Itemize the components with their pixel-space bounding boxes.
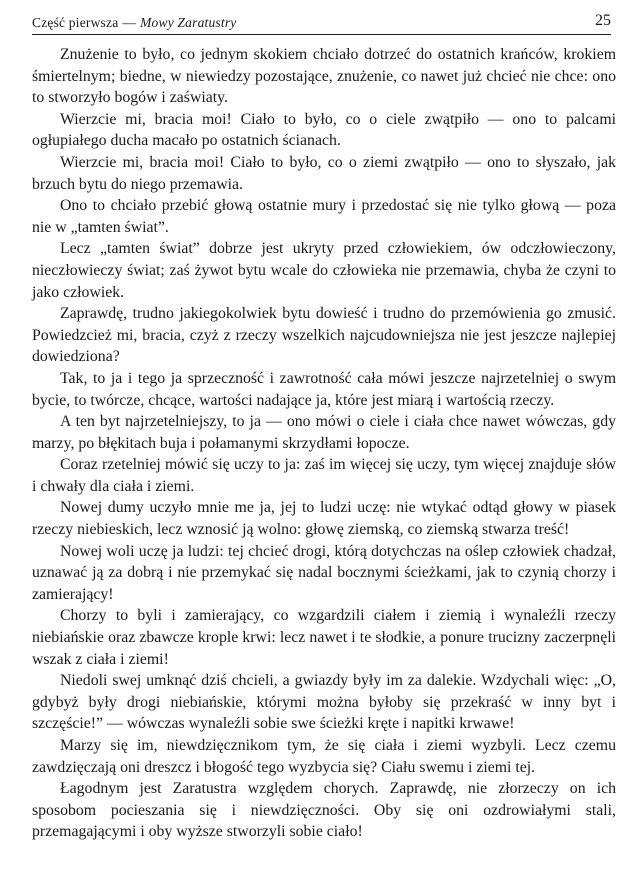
header-book-title: Mowy Zaratustry	[140, 15, 237, 30]
header-separator: —	[122, 15, 137, 30]
paragraph: Znużenie to było, co jednym skokiem chciało dotrzeć do ostatnich krańców, krokiem śmiertelnym; biedne, w niewiedzy pozostające, znużenie, co nawet już chcieć nie chce: ono to stworzyło bogów i zaświaty.	[32, 46, 616, 107]
body-text	[32, 44, 616, 843]
header-part: Część pierwsza	[32, 15, 119, 30]
header-title	[32, 15, 236, 31]
paragraph: Ono to chciało przebić głową ostatnie mury i przedostać się nie tylko głową — poza nie w „tamten świat”.	[32, 197, 616, 236]
paragraph: Nowej woli uczę ja ludzi: tej chcieć drogi, którą dotychczas na oślep człowiek chadzał, uznawać ją za dobrą i nie przemykać się nadal bocznymi ścieżkami, jak to czynią chorzy i zamierający!	[32, 542, 616, 603]
page-number: 25	[595, 12, 611, 29]
paragraph: Tak, to ja i tego ja sprzeczność i zawrotność cała mówi jeszcze najrzetelniej o swym bycie, to twórcze, chcące, wartości nadające ja, które jest miarą i wartością rzeczy.	[32, 369, 616, 409]
paragraph: Niedoli swej umknąć dziś chcieli, a gwiazdy były im za dalekie. Wzdychali więc: „O, gdybyż były drogi niebiańskie, którymi można byłoby się przekraść w inny byt i szczęście!” — wówczas wynaleźli sobie swe ścieżki kręte i napitki krwawe!	[32, 672, 616, 733]
paragraph: Lecz „tamten świat” dobrze jest ukryty przed człowiekiem, ów odczłowieczony, nieczłowieczy świat; zaś żywot bytu wcale do człowieka nie przemawia, chyba że czyni to jako człowiek.	[32, 240, 616, 301]
running-header	[32, 12, 611, 35]
paragraph: A ten byt najrzetelniejszy, to ja — ono mówi o ciele i ciała chce nawet wówczas, gdy marzy, po błękitach buja i połamanymi skrzydłami łopocze.	[32, 413, 616, 452]
paragraph: Coraz rzetelniej mówić się uczy to ja: zaś im więcej się uczy, tym więcej znajduje słów i chwały dla ciała i ziemi.	[32, 456, 616, 495]
paragraph: Chorzy to byli i zamierający, co wzgardzili ciałem i ziemią i wynaleźli rzeczy niebiańskie oraz zbawcze krople krwi: lecz nawet i te słodkie, a ponure trucizny zaczerpnęli wszak z ciała i ziemi!	[32, 607, 616, 668]
paragraph: Wierzcie mi, bracia moi! Ciało to było, co o ziemi zwątpiło — ono to słyszało, jak brzuch bytu do niego przemawia.	[32, 153, 616, 193]
paragraph: Łagodnym jest Zaratustra względem chorych. Zaprawdę, nie złorzeczy on ich sposobom pocieszania się i niewdzięczności. Oby się oni ozdrowiałymi stali, przemagającymi i oby wyższe stworzyli sobie ciało!	[32, 780, 616, 841]
paragraph: Marzy się im, niewdzięcznikom tym, że się ciała i ziemi wyzbyli. Lecz czemu zawdzięczają oni dreszcz i błogość tego wyzbycia się? Ciału swemu i ziemi tej.	[32, 737, 616, 776]
paragraph: Wierzcie mi, bracia moi! Ciało to było, co o ciele zwątpiło — ono to palcami ogłupiałego ducha macało po ostatnich ścianach.	[32, 110, 616, 150]
paragraph: Zaprawdę, trudno jakiegokolwiek bytu dowieść i trudno do przemówienia go zmusić. Powiedzcież mi, bracia, czyż z rzeczy wszelkich najcudowniejsza nie jest jeszcze najlepiej dowiedziona?	[32, 305, 616, 366]
paragraph: Nowej dumy uczyło mnie me ja, jej to ludzi uczę: nie wtykać odtąd głowy w piasek rzeczy niebieskich, lecz wznosić ją wolno: głowę ziemską, co ziemską stwarza treść!	[32, 499, 616, 539]
